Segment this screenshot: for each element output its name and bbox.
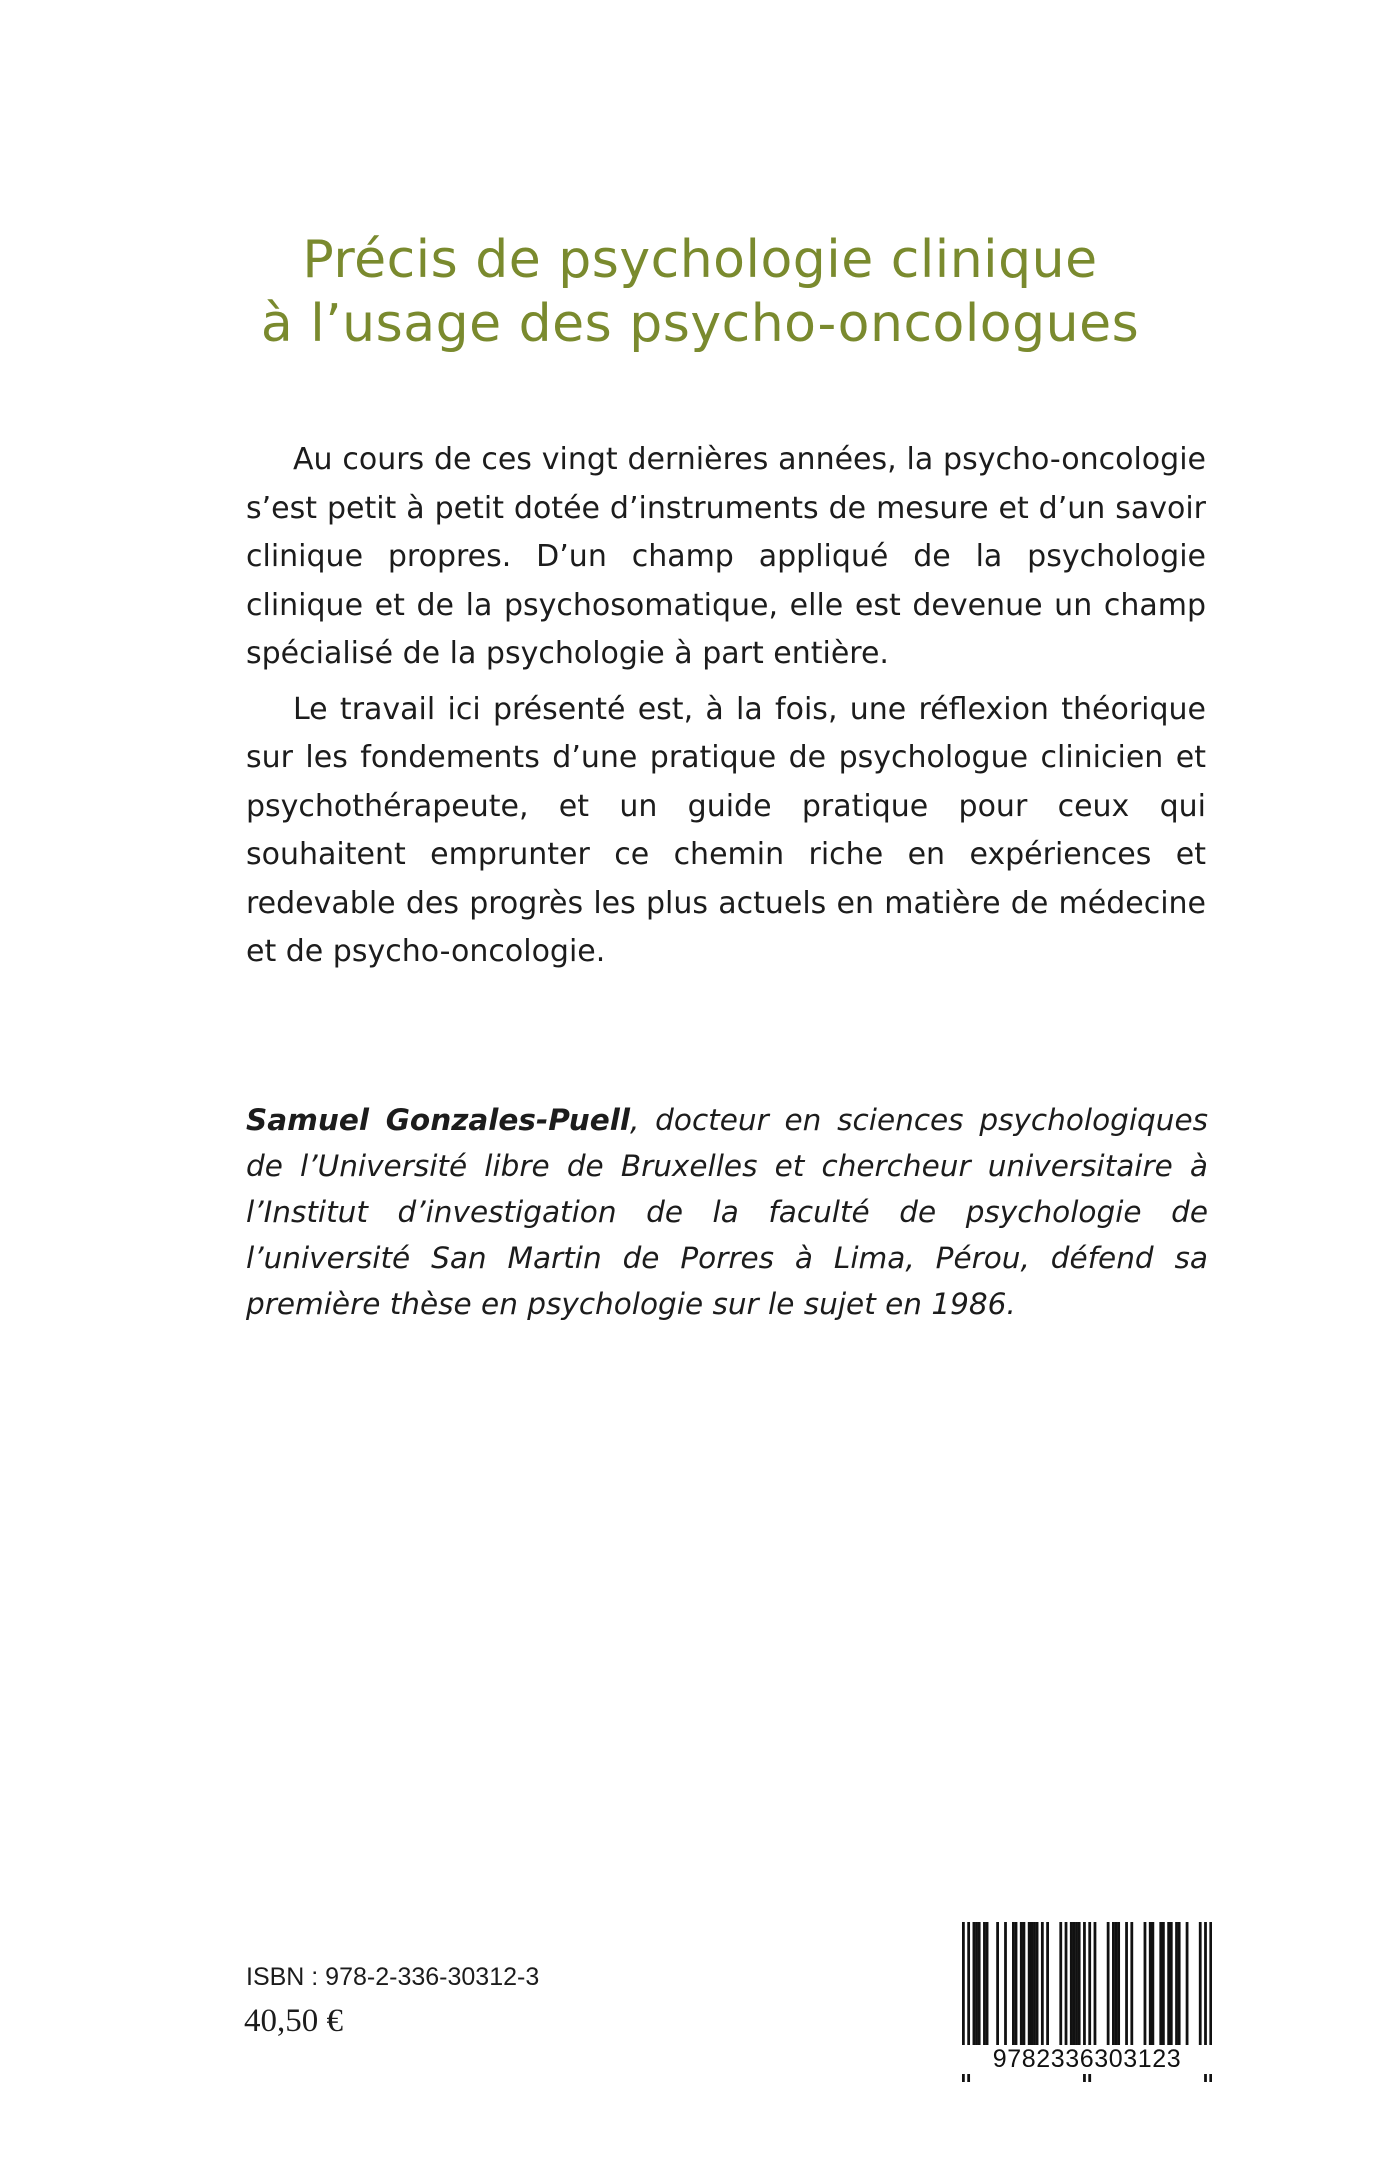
barcode-bar — [1030, 1922, 1033, 2046]
barcode-bar — [1125, 1922, 1128, 2046]
blurb — [246, 436, 1206, 977]
barcode-bar — [978, 1922, 981, 2046]
barcode-bar — [1020, 1922, 1023, 2046]
barcode-bar — [1144, 1922, 1147, 2046]
barcode-bar — [1023, 1922, 1026, 2046]
book-title — [0, 228, 1400, 356]
barcode-bar — [1004, 1922, 1007, 2046]
barcode-bar — [1015, 1922, 1018, 2046]
barcode-bar — [1073, 1922, 1076, 2046]
barcode-bar — [986, 1922, 989, 2046]
barcode-bar — [1149, 1922, 1152, 2046]
barcode-bar — [1167, 1922, 1170, 2046]
barcode-bar — [1115, 1922, 1118, 2046]
barcode-bar — [1170, 1922, 1173, 2046]
barcode-bar — [1028, 1922, 1031, 2046]
barcode-bar — [1162, 1922, 1165, 2046]
barcode-bar — [1117, 1922, 1120, 2046]
barcode-bar — [1151, 1922, 1154, 2046]
author-name: Samuel Gonzales-Puell — [246, 1103, 630, 1137]
barcode-bar — [1107, 1922, 1110, 2046]
author-bio — [246, 1097, 1208, 1327]
barcode-bar — [1033, 1922, 1036, 2046]
barcode-bar — [1112, 1922, 1115, 2046]
barcode-bar — [1186, 1922, 1189, 2046]
isbn: ISBN : 978-2-336-30312-3 — [246, 1963, 540, 1991]
blurb-paragraph-1: Au cours de ces vingt dernières années, la psycho-oncologie s’est petit à petit dotée d’instruments de mesure et d’un savoir clinique propres. D’un champ appliqué de la psychologie clinique et de la psychosomatique, elle est devenue un champ spécialisé de la psychologie à part entière. — [246, 442, 1206, 671]
barcode-bar — [1078, 1922, 1081, 2046]
barcode-bar — [1012, 1922, 1015, 2046]
barcode-bar — [1075, 1922, 1078, 2046]
barcode-bar — [1041, 1922, 1044, 2046]
barcode-bar — [1046, 1922, 1049, 2046]
barcode-bar — [975, 1922, 978, 2046]
barcode-bar — [1070, 1922, 1073, 2046]
barcode-bar — [1059, 1922, 1062, 2046]
book-title-line-1: Précis de psychologie clinique — [302, 230, 1098, 290]
barcode-bar — [1178, 1922, 1181, 2046]
barcode-bar — [983, 1922, 986, 2046]
barcode-bar — [1065, 1922, 1068, 2046]
barcode-bar — [1036, 1922, 1039, 2046]
author-bio-text: , docteur en sciences psychologiques de l’Université libre de Bruxelles et chercheur universitaire à l’Institut d’investigation de la faculté de psychologie de l’université San Martin de Porres à Lima, Pérou, défend sa première thèse en psychologie sur le sujet en 1986. — [246, 1103, 1208, 1321]
barcode-bar — [973, 1922, 976, 2046]
barcode-bar — [996, 1922, 999, 2046]
barcode-bar — [1094, 1922, 1097, 2046]
barcode-bar — [1199, 1922, 1202, 2046]
barcode-digits: 9782336303123 — [960, 2045, 1214, 2074]
blurb-paragraph-2: Le travail ici présenté est, à la fois, une réflexion théorique sur les fondements d’une pratique de psychologue clinicien et psychothérapeute, et un guide pratique pour ceux qui souhaitent emprunter ce chemin riche en expériences et redevable des progrès les plus actuels en matière de médecine et de psycho-oncologie. — [246, 691, 1206, 969]
barcode-bar — [1175, 1922, 1178, 2046]
price: 40,50 € — [244, 2003, 343, 2039]
barcode-bar — [1130, 1922, 1133, 2046]
barcode-bar — [1159, 1922, 1162, 2046]
book-title-line-2: à l’usage des psycho-oncologues — [260, 294, 1140, 354]
